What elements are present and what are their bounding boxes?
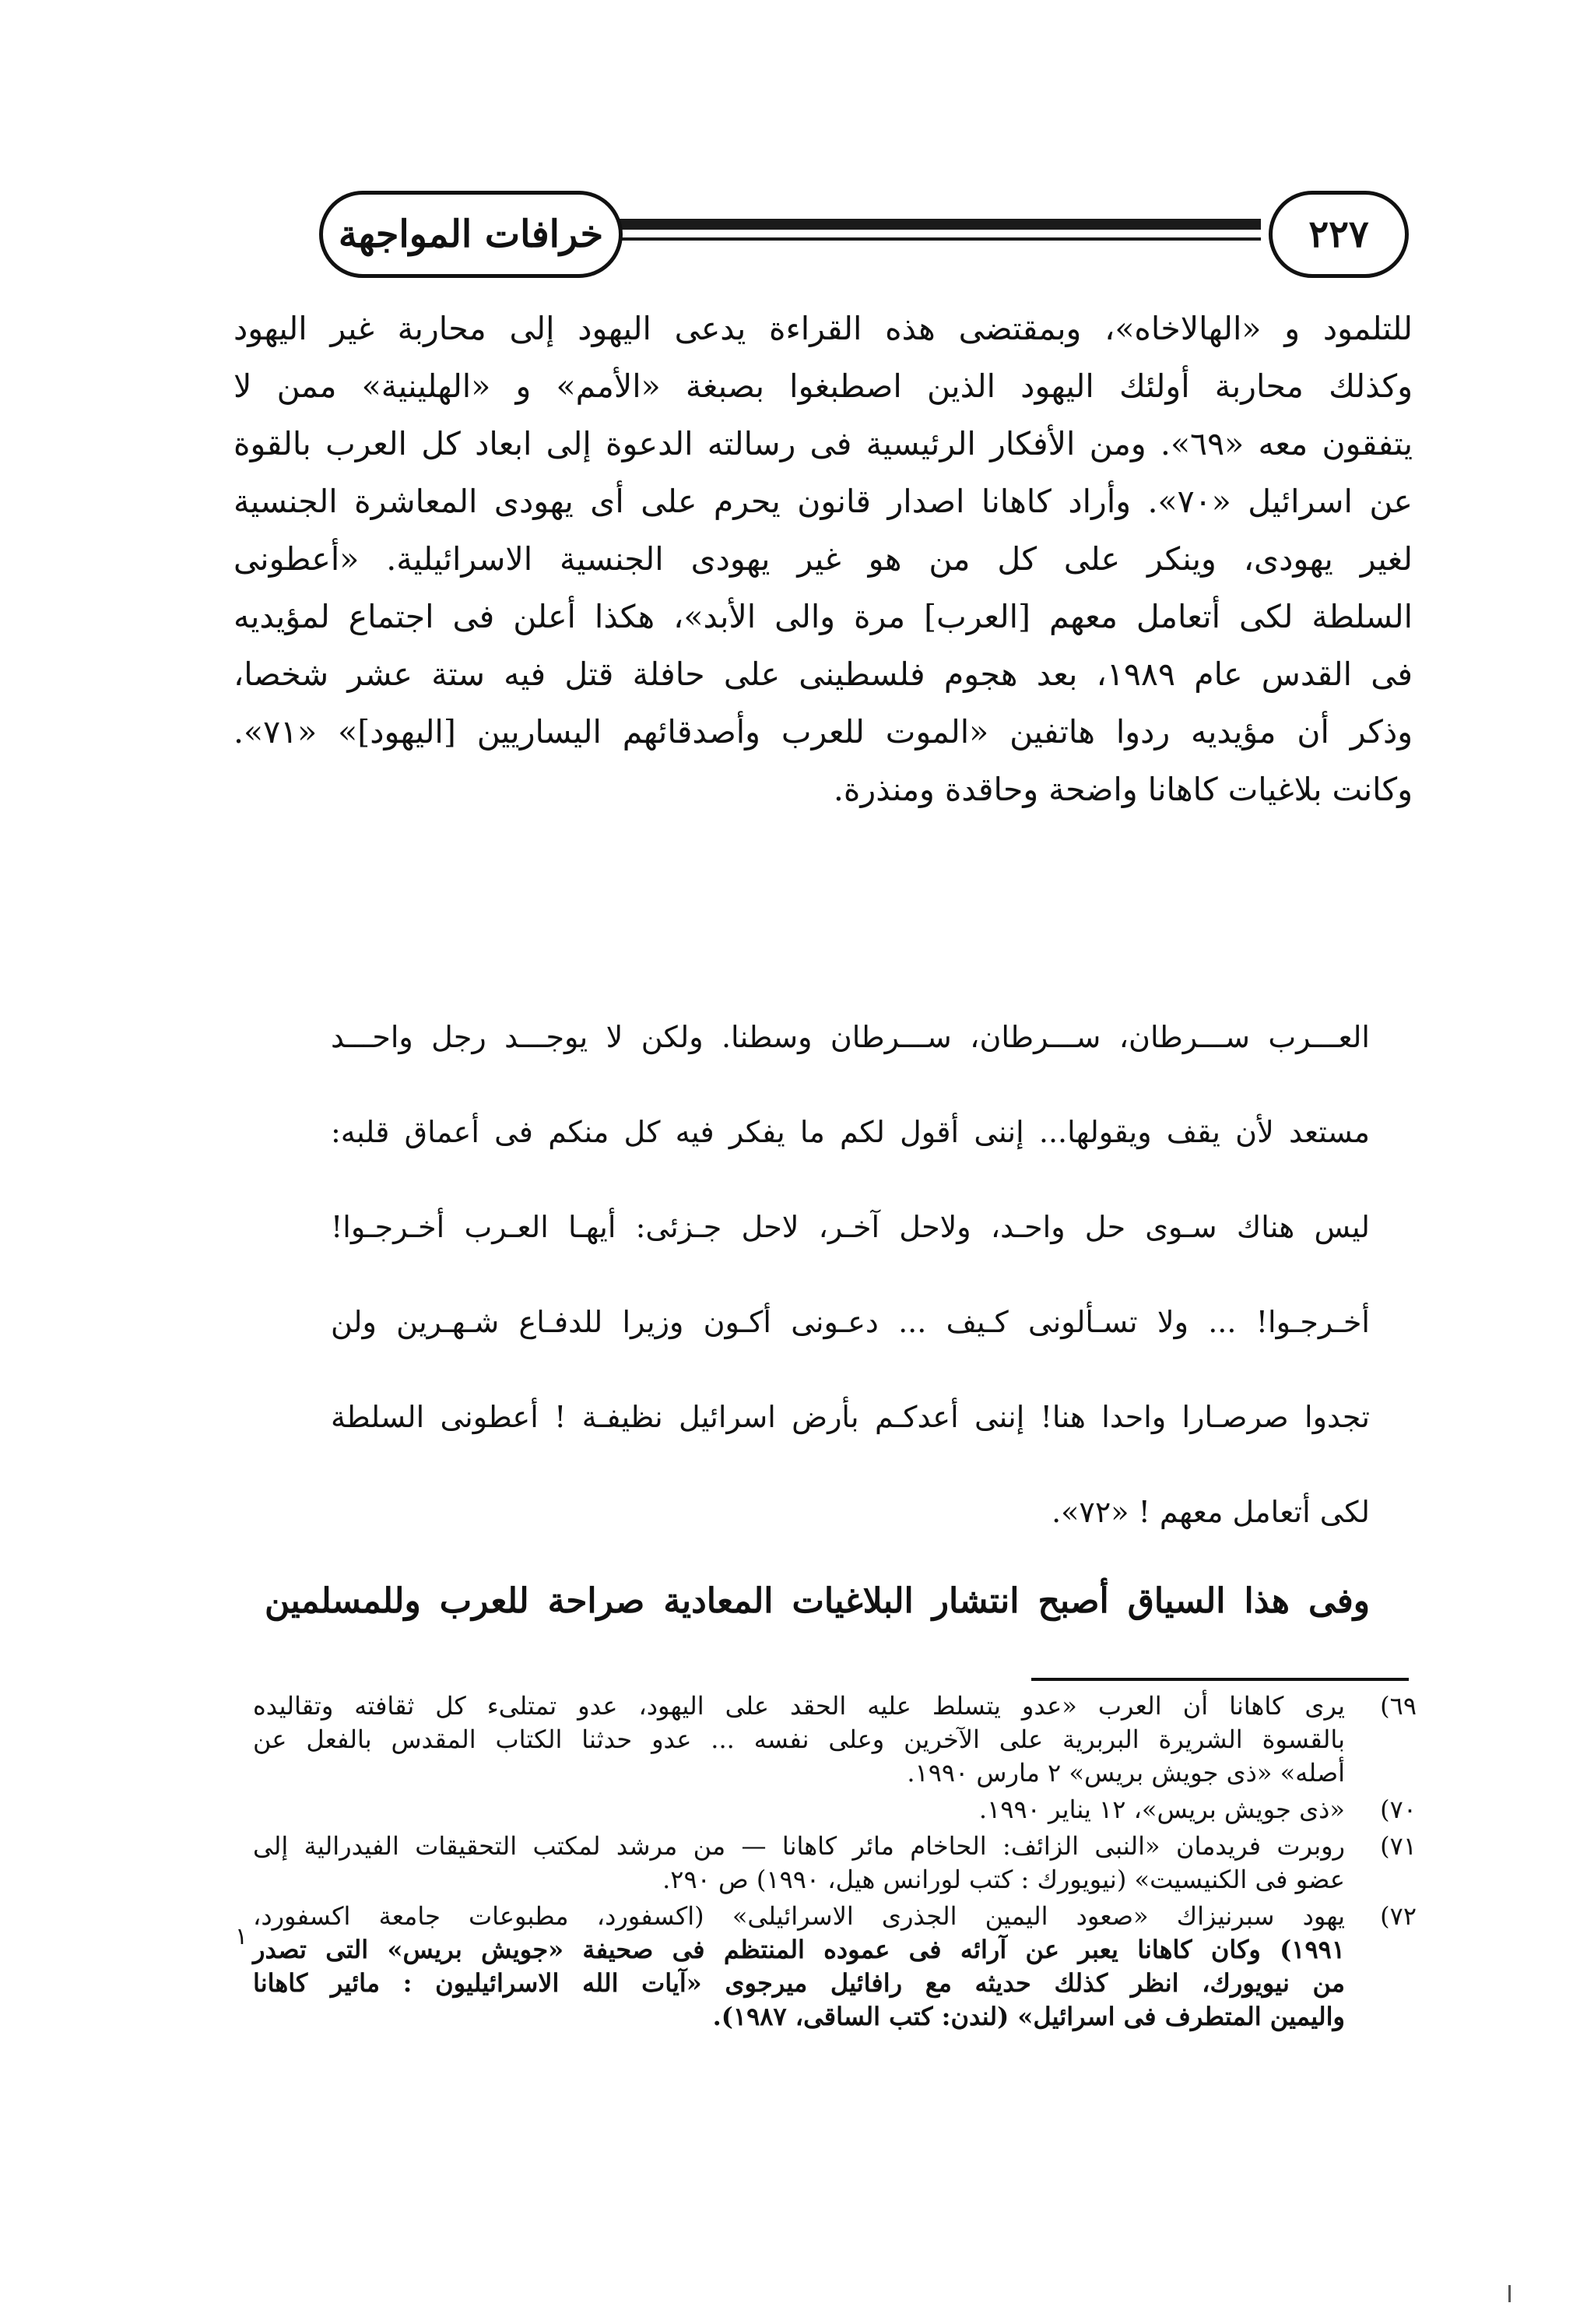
quote-line: مستعد لأن يقف ويقولها... إننى أقول لكم ما يفكر فيه كل منكم فى أعماق قلبه: [331,1115,1370,1149]
footnote-line: ١٩٩١) وكان كاهانا يعبر عن آرائه فى عموده المنتظم فى صحيفة «جويش بريس» التى تصدر [253,1935,1345,1964]
header-rule-thick [525,219,1261,230]
footnote-rule [1031,1678,1409,1681]
footnote-line: واليمين المتطرف فى اسرائيل» (لندن: كتب الساقى، ١٩٨٧). [712,2002,1345,2031]
footnote-line: بالقسوة الشريرة البربرية على الآخرين وعلى نفسه ... عدو حدثنا الكتاب المقدس بالفعل عن [253,1725,1346,1754]
page-number: ٢٢٧ [1269,191,1409,278]
footnote-line: يرى كاهانا أن العرب «عدو يتسلط عليه الحقد على اليهود، عدو تمتلىء كل ثقافته وتقاليده [253,1691,1345,1721]
footnotes [253,1689,1417,2037]
body-line: للتلمود و «الهالاخاه»، وبمقتضى هذه القراءة يدعى اليهود إلى محاربة غير اليهود [233,310,1413,347]
footnote-line: «ذى جويش بريس»، ١٢ يناير ١٩٩٠. [978,1795,1345,1824]
body-line: السلطة لكى أتعامل معهم [العرب] مرة والى الأبد»، هكذا أعلن فى اجتماع لمؤيديه [233,598,1413,635]
body-line: عن اسرائيل «٧٠». وأراد كاهانا اصدار قانون يحرم على أى يهودى المعاشرة الجنسية [233,483,1413,520]
chapter-title: خرافات المواجهة [319,191,623,278]
body-line: فى القدس عام ١٩٨٩، بعد هجوم فلسطينى على حافلة قتل فيه ستة عشر شخصا، [233,656,1413,693]
header-rule-thin [525,237,1261,241]
footnote-70 [253,1793,1417,1827]
footnote-line: من نيويورك، انظر كذلك حديثه مع رافائيل ميرجوى «آيات الله الاسرائيليون : مائير كاهانا [253,1968,1345,1998]
body-line: لغير يهودى، وينكر على كل من هو غير يهودى الجنسية الاسرائيلية. «أعطونى [233,540,1413,578]
body-line: وكذلك محاربة أولئك اليهود الذين اصطبغوا بصبغة «الأمم» و «الهلينية» ممن لا [233,367,1413,405]
body-paragraph [233,300,1413,818]
footnote-69 [253,1689,1417,1790]
closing-line: وفى هذا السياق أصبح انتشار البلاغيات المعادية صراحة للعرب وللمسلمين [265,1581,1370,1621]
body-line: وكانت بلاغيات كاهانا واضحة وحاقدة ومنذرة. [833,771,1413,808]
block-quote [331,1008,1370,1578]
body-line: يتفقون معه «٦٩». ومن الأفكار الرئيسية فى رسالته الدعوة إلى ابعاد كل العرب بالقوة [233,425,1413,462]
footnote-71 [253,1830,1417,1897]
footnote-number: ٦٩) [1380,1691,1417,1721]
footnote-72 [253,1900,1417,2034]
footnote-number: ٧٠) [1380,1795,1417,1824]
footnote-number: ٧٢) [1380,1901,1417,1931]
quote-line: تجدوا صرصـارا واحدا هنا! إننى أعدكـم بأرض اسرائيل نظيفـة ! أعطونى السلطة [331,1400,1370,1434]
closing-paragraph [265,1573,1370,1630]
quote-line: العـــرب ســـرطان، ســـرطان، ســـرطان وسطنا. ولكن لا يوجـــد رجل واحـــد [331,1020,1370,1054]
footnote-line: روبرت فريدمان «النبى الزائف: الحاخام مائر كاهانا — من مرشد لمكتب التحقيقات الفيدرالية إلى [253,1831,1345,1861]
footnote-line: يهود سبرنيزاك «صعود اليمين الجذرى الاسرائيلى» (اكسفورد، مطبوعات جامعة اكسفورد، [253,1901,1346,1931]
footnote-number: ٧١) [1380,1831,1417,1861]
footnote-line: أصله» «ذى جويش بريس» ٢ مارس ١٩٩٠. [907,1758,1345,1788]
running-header [214,191,1409,292]
quote-line: لكى أتعامل معهم ! «٧٢». [1052,1495,1370,1529]
footnote-line: عضو فى الكنيسيت» (نيويورك : كتب لورانس هيل، ١٩٩٠) ص ٢٩٠. [662,1865,1345,1894]
body-line: وذكر أن مؤيديه ردوا هاتفين «الموت للعرب وأصدقائهم اليساريين [اليهود]» «٧١». [233,713,1413,751]
quote-line: أخـرجـوا! ... ولا تسـألونى كـيف ... دعـونى أكـون وزيرا للدفـاع شـهـرين ولن [331,1305,1370,1339]
scan-speck [1508,2285,1519,2302]
quote-line: ليس هناك سـوى حل واحـد، ولاحل آخـر، لاحل جـزئى: أيهـا العـرب أخـرجـوا! [331,1210,1370,1244]
margin-mark: ١ [235,1923,248,1950]
